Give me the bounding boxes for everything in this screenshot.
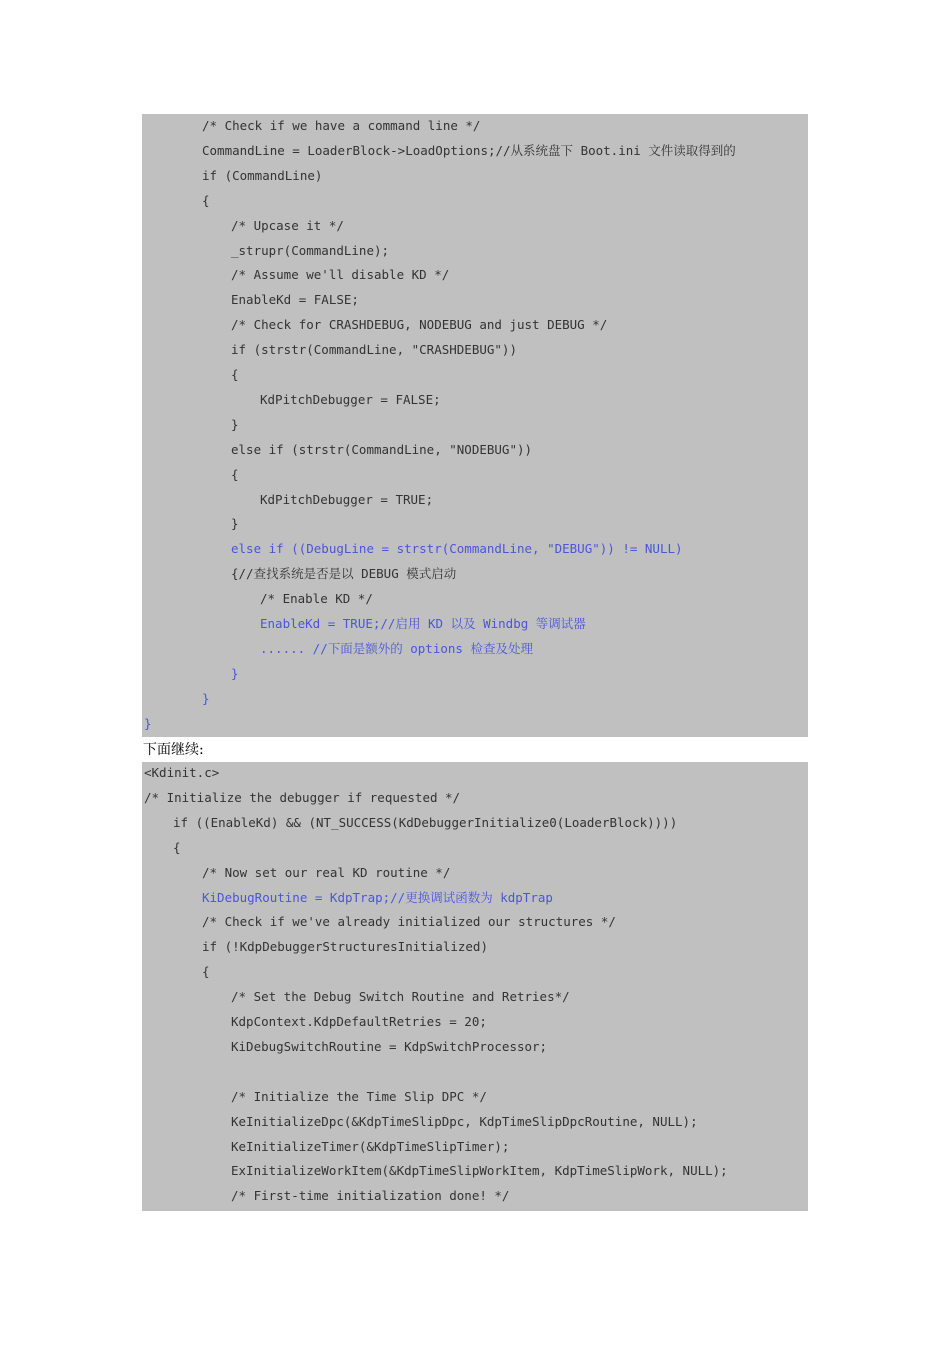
code-line: ExInitializeWorkItem(&KdpTimeSlipWorkItem, KdpTimeSlipWork, NULL);: [231, 1163, 728, 1179]
code-line: KeInitializeTimer(&KdpTimeSlipTimer);: [231, 1138, 510, 1154]
code-line: }: [144, 715, 152, 731]
code-line: }: [231, 516, 239, 532]
code-line: }: [231, 665, 239, 681]
code-block-kdinit: [142, 762, 808, 1211]
code-line: EnableKd = TRUE;//启用 KD 以及 Windbg 等调试器: [260, 616, 586, 631]
code-line: else if (strstr(CommandLine, "NODEBUG")): [231, 441, 533, 457]
code-line: else if ((DebugLine = strstr(CommandLine, "DEBUG")) != NULL): [231, 541, 683, 557]
code-line: if ((EnableKd) && (NT_SUCCESS(KdDebuggerInitialize0(LoaderBlock)))): [173, 814, 678, 830]
continue-text: 下面继续:: [143, 742, 204, 758]
code-line: KdPitchDebugger = TRUE;: [260, 491, 434, 507]
code-line: /* Set the Debug Switch Routine and Retries*/: [231, 989, 570, 1005]
code-line: }: [202, 690, 210, 706]
code-line: /* Upcase it */: [231, 217, 344, 233]
code-line: KdpContext.KdpDefaultRetries = 20;: [231, 1014, 487, 1029]
code-line: {: [202, 964, 210, 980]
code-line: EnableKd = FALSE;: [231, 292, 359, 308]
code-line: KiDebugRoutine = KdpTrap;//更换调试函数为 kdpTrap: [202, 889, 553, 905]
code-line: if (CommandLine): [202, 167, 323, 183]
code-line: {: [231, 367, 239, 382]
code-line: /* Initialize the debugger if requested */: [144, 789, 461, 805]
code-line: CommandLine = LoaderBlock->LoadOptions;//从系统盘下 Boot.ini 文件读取得到的: [202, 142, 736, 158]
code-line: }: [231, 416, 239, 432]
code-line: KeInitializeDpc(&KdpTimeSlipDpc, KdpTimeSlipDpcRoutine, NULL);: [231, 1113, 698, 1129]
code-line: /* Enable KD */: [260, 591, 373, 607]
code-line: /* Now set our real KD routine */: [202, 864, 451, 880]
code-line: /* First-time initialization done! */: [231, 1188, 510, 1204]
code-line: /* Check if we've already initialized our structures */: [202, 914, 616, 930]
code-line: ...... //下面是额外的 options 检查及处理: [260, 640, 533, 656]
code-line: if (strstr(CommandLine, "CRASHDEBUG")): [231, 342, 517, 358]
code-line: {: [202, 192, 210, 208]
code-line: KdPitchDebugger = FALSE;: [260, 391, 441, 407]
code-line: /* Check for CRASHDEBUG, NODEBUG and just DEBUG */: [231, 317, 608, 333]
code-block-command-line: [142, 114, 808, 737]
code-line: if (!KdpDebuggerStructuresInitialized): [202, 939, 488, 955]
code-line: /* Assume we'll disable KD */: [231, 267, 450, 283]
code-line: /* Check if we have a command line */: [202, 118, 481, 133]
code-line: {: [173, 839, 181, 855]
code-line: KiDebugSwitchRoutine = KdpSwitchProcessor;: [231, 1038, 548, 1054]
code-line: _strupr(CommandLine);: [231, 242, 390, 258]
code-line: {//查找系统是否是以 DEBUG 模式启动: [231, 566, 457, 582]
code-line: {: [231, 466, 239, 482]
code-line: /* Initialize the Time Slip DPC */: [231, 1088, 487, 1104]
code-line: <Kdinit.c>: [144, 765, 220, 780]
